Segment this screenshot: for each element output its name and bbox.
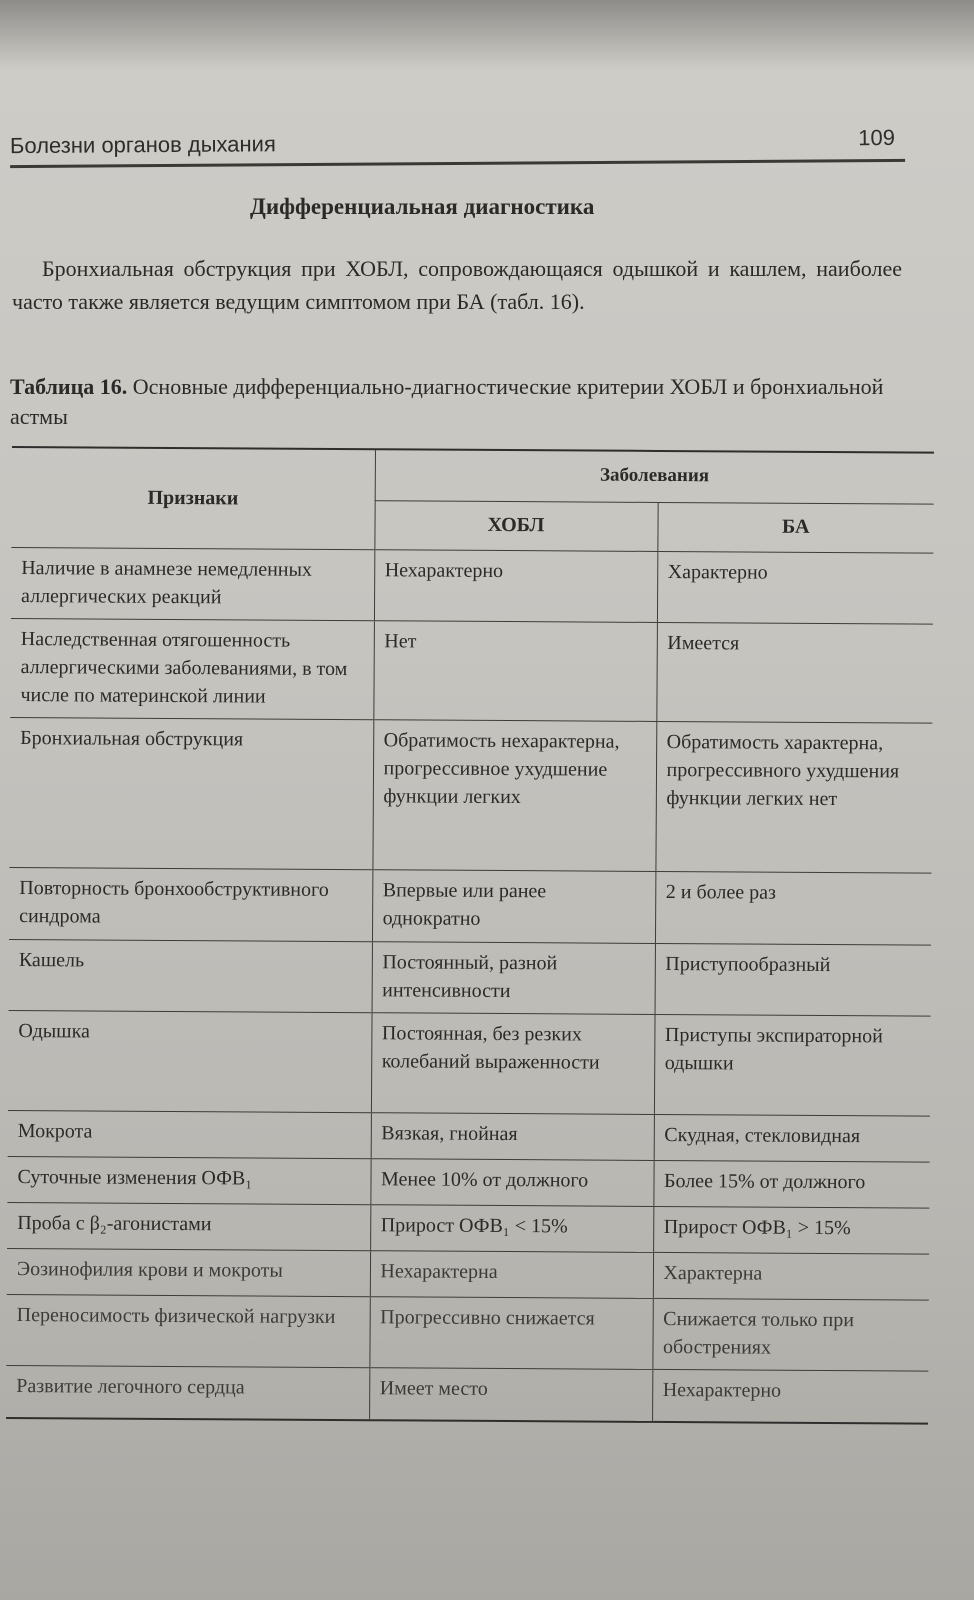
- cell-copd: Менее 10% от должного: [370, 1159, 653, 1207]
- running-header: [10, 125, 905, 168]
- table-row: [10, 618, 933, 723]
- header-signs: Признаки: [11, 447, 375, 550]
- cell-ba: Нехарактерно: [652, 1369, 928, 1423]
- cell-sign: Повторность бронхообструктивного синдрома: [9, 867, 372, 941]
- table-row: [11, 547, 933, 624]
- header-diseases: Заболевания: [375, 449, 934, 504]
- table-row: [8, 1110, 930, 1162]
- cell-ba: Имеется: [656, 622, 933, 723]
- cell-sign: Бронхиальная обструкция: [9, 717, 373, 869]
- running-title: Болезни органов дыхания: [9, 131, 276, 159]
- intro-paragraph: Бронхиальная обструкция при ХОБЛ, сопровождающаяся одышкой и кашлем, наиболее часто также является ведущим симптомом при БА (табл. 16).: [12, 256, 902, 314]
- cell-ba: Характерна: [653, 1252, 929, 1300]
- table-row: [6, 1365, 928, 1423]
- page-shadow: [0, 0, 974, 70]
- cell-copd: Нехарактерна: [370, 1251, 653, 1299]
- cell-copd: Имеет место: [369, 1368, 652, 1422]
- cell-copd: Впервые или ранее однократно: [372, 870, 655, 944]
- cell-sign: Наличие в анамнезе немедленных аллергических реакций: [11, 547, 374, 620]
- table-row: [6, 1294, 928, 1371]
- cell-ba: 2 и более раз: [655, 871, 931, 945]
- cell-sign: Наследственная отягошенность аллергическими заболеваниями, в том числе по материнской линии: [10, 618, 374, 719]
- cell-ba: Характерно: [657, 551, 933, 624]
- cell-sign: Развитие легочного сердца: [6, 1365, 369, 1419]
- table-row: [8, 1010, 931, 1116]
- cell-copd: Обратимость нехарактерна, прогрессивное ухудшение функции легких: [372, 720, 656, 872]
- page-number: 109: [858, 124, 896, 151]
- section-title: Дифференциальная диагностика: [250, 194, 595, 219]
- cell-ba: Снижается только при обострениях: [652, 1298, 928, 1371]
- cell-ba: Обратимость характерна, прогрессивного ухудшения функции легких нет: [655, 721, 932, 873]
- header-ba: БА: [657, 502, 933, 553]
- cell-sign: Эозинофилия крови и мокроты: [7, 1248, 370, 1296]
- table-caption-text: Основные дифференциально-диагностические критерии ХОБЛ и бронхиальной астмы: [10, 374, 884, 429]
- cell-copd: Прирост ОФВ₁ < 15%: [370, 1205, 653, 1253]
- cell-sign: Проба с β₂-агонистами: [7, 1202, 370, 1250]
- table-row: [9, 939, 931, 1016]
- table-container: [6, 446, 940, 1424]
- table-row: [9, 867, 931, 945]
- cell-ba: Приступообразный: [655, 943, 931, 1016]
- table-body: [6, 547, 933, 1423]
- cell-sign: Кашель: [9, 939, 372, 1012]
- criteria-table: [6, 446, 934, 1424]
- cell-sign: Суточные изменения ОФВ₁: [7, 1156, 370, 1204]
- table-caption: [10, 372, 900, 432]
- cell-copd: Нехарактерно: [374, 550, 657, 623]
- header-copd: ХОБЛ: [374, 501, 657, 552]
- cell-ba: Приступы экспираторной одышки: [654, 1014, 931, 1116]
- cell-copd: Нет: [373, 621, 657, 722]
- table-row: [7, 1202, 929, 1254]
- cell-sign: Переносимость физической нагрузки: [6, 1294, 369, 1367]
- table-row: [9, 717, 932, 873]
- table-row: [7, 1156, 929, 1208]
- cell-copd: Постоянная, без резких колебаний выраженности: [371, 1013, 655, 1115]
- cell-copd: Прогрессивно снижается: [369, 1297, 652, 1370]
- cell-ba: Прирост ОФВ₁ > 15%: [653, 1206, 929, 1254]
- cell-sign: Одышка: [8, 1010, 372, 1112]
- cell-sign: Мокрота: [8, 1110, 371, 1158]
- table-caption-label: Таблица 16.: [10, 374, 128, 399]
- cell-ba: Скудная, стекловидная: [654, 1114, 930, 1162]
- cell-copd: Вязкая, гнойная: [371, 1113, 654, 1161]
- table-row: [7, 1248, 929, 1300]
- cell-copd: Постоянный, разной интенсивности: [372, 942, 655, 1015]
- cell-ba: Более 15% от должного: [653, 1160, 929, 1208]
